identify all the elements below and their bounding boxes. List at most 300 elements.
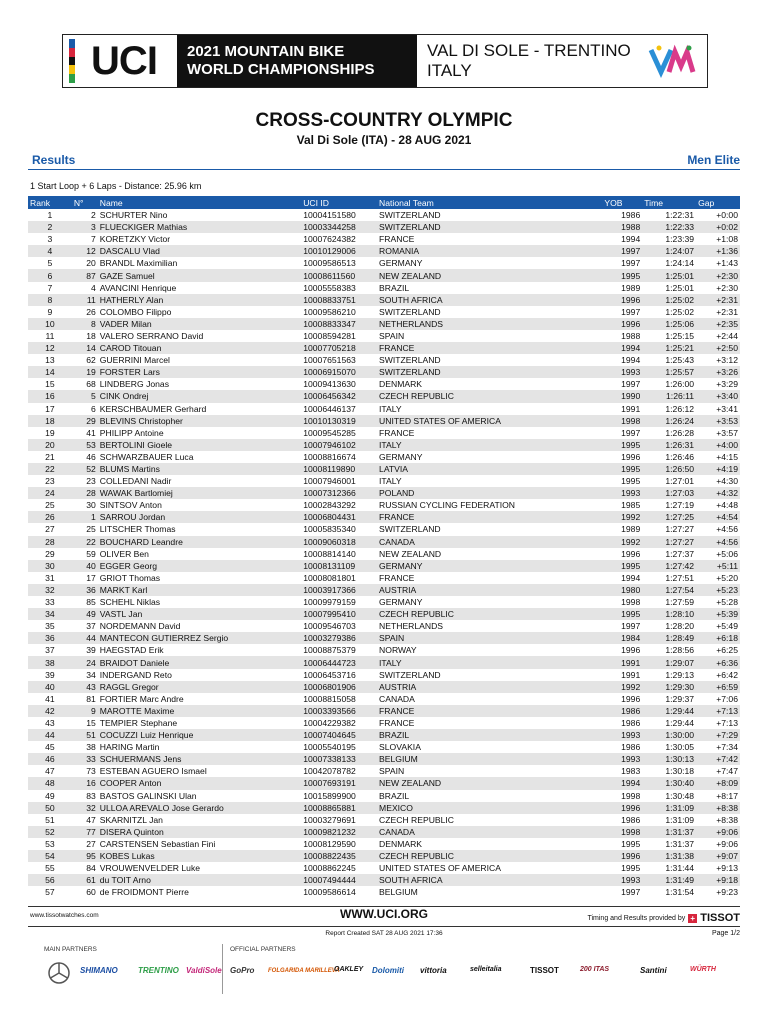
- number-cell: 3: [72, 221, 98, 233]
- national-team-cell: CZECH REPUBLIC: [379, 814, 455, 825]
- time-cell: 1:31:37: [642, 826, 696, 838]
- gap-cell: +0:00: [716, 210, 738, 221]
- national-team-cell: SWITZERLAND: [379, 355, 441, 366]
- yob-cell: 1997: [621, 427, 641, 438]
- table-row: [28, 596, 740, 608]
- gap-cell: +5:23: [696, 584, 740, 596]
- yob-cell: 1996: [602, 850, 642, 862]
- gap-cell: +2:44: [716, 330, 738, 341]
- rank-cell: 30: [28, 560, 72, 572]
- name-cell: de FROIDMONT Pierre: [99, 887, 189, 898]
- national-team-cell: BRAZIL: [379, 790, 410, 801]
- number-cell: 6: [90, 403, 96, 414]
- name-cell: OLIVER Ben: [99, 548, 149, 559]
- name-cell: LITSCHER Thomas: [99, 524, 176, 535]
- uci-id-cell: 10003279386: [301, 632, 377, 644]
- yob-cell: 1995: [621, 838, 641, 849]
- rank-cell: 22: [28, 463, 72, 475]
- table-row: [28, 850, 740, 862]
- name-cell: COOPER Anton: [98, 777, 301, 789]
- time-cell: 1:27:51: [665, 572, 695, 583]
- uci-id-cell: 10005540195: [303, 742, 356, 753]
- table-row: [28, 536, 740, 548]
- gap-cell: +4:32: [696, 487, 740, 499]
- national-team-cell: CANADA: [379, 693, 415, 704]
- uci-id-cell: 10005835340: [303, 524, 356, 535]
- national-team-cell: NORWAY: [379, 645, 417, 656]
- time-cell: 1:27:01: [665, 476, 695, 487]
- national-team-cell: BELGIUM: [379, 887, 418, 898]
- number-cell: 34: [86, 669, 96, 680]
- national-team-cell: GERMANY: [379, 597, 423, 608]
- national-team-cell: DENMARK: [379, 379, 423, 390]
- rank-cell: 49: [45, 790, 55, 801]
- yob-cell: 1996: [602, 802, 642, 814]
- time-cell: 1:29:44: [642, 705, 696, 717]
- yob-cell: 1997: [621, 887, 641, 898]
- table-row: [28, 729, 740, 741]
- national-team-cell: CZECH REPUBLIC: [377, 608, 602, 620]
- name-cell: DISERA Quinton: [98, 826, 301, 838]
- sponsor-folgarida: FOLGARIDA MARILLEVA: [268, 968, 340, 974]
- national-team-cell: SWITZERLAND: [379, 669, 441, 680]
- footer-divider-2: [28, 926, 740, 927]
- rank-cell: 47: [45, 766, 55, 777]
- gap-cell: +1:36: [696, 245, 740, 257]
- national-team-cell: AUSTRIA: [377, 681, 602, 693]
- gap-cell: +9:06: [696, 826, 740, 838]
- uci-id-cell: 10009979159: [303, 597, 356, 608]
- number-cell: 23: [86, 476, 96, 487]
- national-team-cell: BELGIUM: [377, 753, 602, 765]
- uci-id-cell: 10008131109: [301, 560, 377, 572]
- results-label: Results: [32, 153, 76, 167]
- name-cell: WAWAK Bartlomiej: [98, 487, 301, 499]
- uci-id-cell: 10003344258: [301, 221, 377, 233]
- gap-cell: +4:54: [696, 511, 740, 523]
- yob-cell: 1993: [602, 366, 642, 378]
- time-cell: 1:27:25: [642, 511, 696, 523]
- name-cell: BRAIDOT Daniele: [98, 656, 301, 668]
- uci-id-cell: 10008862245: [303, 863, 356, 874]
- name-cell: RAGGL Gregor: [98, 681, 301, 693]
- yob-cell: 1996: [621, 693, 641, 704]
- uci-id-cell: 10015899900: [303, 790, 356, 801]
- number-cell: 17: [86, 572, 96, 583]
- gap-cell: +0:02: [696, 221, 740, 233]
- national-team-cell: SWITZERLAND: [379, 524, 441, 535]
- rank-cell: 13: [45, 355, 55, 366]
- rank-cell: 31: [45, 572, 55, 583]
- yob-cell: 1998: [621, 790, 641, 801]
- name-cell: BLUMS Martins: [98, 463, 301, 475]
- rank-cell: 45: [45, 742, 55, 753]
- uci-id-cell: 10005558383: [303, 282, 356, 293]
- time-cell: 1:30:40: [642, 777, 696, 789]
- sponsor-tissot: TISSOT: [530, 966, 559, 975]
- rank-cell: 34: [28, 608, 72, 620]
- col-header-name: Name: [98, 196, 301, 209]
- rank-cell: 41: [45, 693, 55, 704]
- gap-cell: +4:30: [716, 476, 738, 487]
- yob-cell: 1989: [621, 282, 641, 293]
- uci-id-cell: 10006801906: [301, 681, 377, 693]
- name-cell: CARSTENSEN Sebastian Fini: [99, 838, 216, 849]
- gap-cell: +3:12: [716, 355, 738, 366]
- rank-cell: 53: [45, 838, 55, 849]
- rank-cell: 55: [45, 863, 55, 874]
- name-cell: SCHURTER Nino: [99, 210, 168, 221]
- table-row: [28, 717, 740, 729]
- table-row: [28, 802, 740, 814]
- uci-id-cell: 10007946102: [301, 439, 377, 451]
- gap-cell: +2:30: [716, 282, 738, 293]
- rank-cell: 40: [28, 681, 72, 693]
- national-team-cell: ITALY: [379, 403, 402, 414]
- uci-id-cell: 10004229382: [303, 717, 356, 728]
- uci-id-cell: 10006456342: [301, 390, 377, 402]
- gap-cell: +7:42: [696, 753, 740, 765]
- time-cell: 1:31:37: [665, 838, 695, 849]
- yob-cell: 1991: [621, 669, 641, 680]
- number-cell: 15: [86, 717, 96, 728]
- time-cell: 1:30:13: [642, 753, 696, 765]
- table-row: [28, 862, 740, 874]
- table-row: [28, 814, 740, 826]
- uci-logo: [63, 35, 177, 87]
- name-cell: SCHEHL Niklas: [99, 597, 161, 608]
- sponsor-itas: 200 ITAS: [580, 966, 610, 973]
- footer-uci-link[interactable]: WWW.UCI.ORG: [340, 907, 428, 921]
- sponsor-gopro: GoPro: [230, 966, 255, 975]
- rank-cell: 56: [28, 874, 72, 886]
- col-header-rank: Rank: [28, 196, 72, 209]
- table-row: [28, 886, 740, 898]
- uci-id-cell: 10008594281: [303, 330, 356, 341]
- sponsor-vittoria: vittoria: [420, 966, 447, 975]
- uci-id-cell: 10008081801: [303, 572, 356, 583]
- race-info: 1 Start Loop + 6 Laps - Distance: 25.96 km: [30, 181, 202, 191]
- uci-id-cell: 10003393566: [301, 705, 377, 717]
- table-row: [28, 584, 740, 596]
- time-cell: 1:29:37: [665, 693, 695, 704]
- number-cell: 9: [72, 705, 98, 717]
- number-cell: 47: [86, 814, 96, 825]
- sponsor-santini: Santini: [640, 966, 667, 975]
- rank-cell: 7: [47, 282, 53, 293]
- yob-cell: 1994: [621, 234, 641, 245]
- name-cell: ESTEBAN AGUERO Ismael: [99, 766, 207, 777]
- table-row: [28, 451, 740, 463]
- rank-cell: 20: [28, 439, 72, 451]
- name-cell: BRANDL Maximilian: [99, 258, 178, 269]
- name-cell: HATHERLY Alan: [98, 294, 301, 306]
- rank-cell: 6: [28, 269, 72, 281]
- name-cell: SINTSOV Anton: [99, 500, 162, 511]
- gap-cell: +3:53: [696, 415, 740, 427]
- yob-cell: 1996: [621, 548, 641, 559]
- number-cell: 20: [86, 258, 96, 269]
- name-cell: GUERRINI Marcel: [99, 355, 170, 366]
- page-title: CROSS-COUNTRY OLYMPIC: [255, 110, 513, 131]
- rank-cell: 42: [28, 705, 72, 717]
- uci-id-cell: 10009586210: [303, 306, 356, 317]
- rank-cell: 23: [45, 476, 55, 487]
- table-row: [28, 390, 740, 402]
- rank-cell: 9: [47, 306, 53, 317]
- footer-timing: [587, 912, 740, 924]
- rank-cell: 1: [47, 210, 53, 221]
- name-cell: DASCALU Vlad: [98, 245, 301, 257]
- yob-cell: 1994: [621, 572, 641, 583]
- yob-cell: 1998: [621, 597, 641, 608]
- number-cell: 27: [86, 838, 96, 849]
- time-cell: 1:28:20: [665, 621, 695, 632]
- name-cell: LINDBERG Jonas: [99, 379, 170, 390]
- table-row: [28, 511, 740, 523]
- yob-cell: 1991: [621, 403, 641, 414]
- number-cell: 95: [72, 850, 98, 862]
- rank-cell: 19: [45, 427, 55, 438]
- yob-cell: 1995: [602, 463, 642, 475]
- time-cell: 1:27:19: [665, 500, 695, 511]
- national-team-cell: BRAZIL: [377, 729, 602, 741]
- table-row: [28, 366, 740, 378]
- gap-cell: +3:40: [696, 390, 740, 402]
- table-row: [28, 572, 740, 584]
- gap-cell: +2:30: [696, 269, 740, 281]
- number-cell: 38: [86, 742, 96, 753]
- uci-id-cell: 10007312366: [301, 487, 377, 499]
- yob-cell: 1988: [621, 330, 641, 341]
- national-team-cell: ROMANIA: [377, 245, 602, 257]
- name-cell: GAZE Samuel: [98, 269, 301, 281]
- number-cell: 41: [86, 427, 96, 438]
- name-cell: du TOIT Arno: [98, 874, 301, 886]
- name-cell: BERTOLINI Gioele: [98, 439, 301, 451]
- national-team-cell: GERMANY: [377, 560, 602, 572]
- yob-cell: 1995: [602, 439, 642, 451]
- uci-id-cell: 10008815058: [303, 693, 356, 704]
- time-cell: 1:25:01: [642, 269, 696, 281]
- gap-cell: +4:56: [696, 536, 740, 548]
- table-row: [28, 439, 740, 451]
- number-cell: 18: [86, 330, 96, 341]
- table-row: [28, 269, 740, 281]
- time-cell: 1:24:14: [665, 258, 695, 269]
- time-cell: 1:27:27: [642, 536, 696, 548]
- yob-cell: 1996: [621, 451, 641, 462]
- venue-line-2: ITALY: [427, 61, 472, 80]
- number-cell: 19: [72, 366, 98, 378]
- number-cell: 37: [86, 621, 96, 632]
- national-team-cell: ITALY: [377, 656, 602, 668]
- yob-cell: 1993: [602, 753, 642, 765]
- gap-cell: +6:36: [696, 656, 740, 668]
- table-row: [28, 354, 740, 366]
- table-row: [28, 608, 740, 620]
- gap-cell: +2:35: [696, 318, 740, 330]
- gap-cell: +9:13: [716, 863, 738, 874]
- national-team-cell: CANADA: [377, 536, 602, 548]
- number-cell: 68: [86, 379, 96, 390]
- name-cell: KORETZKY Victor: [99, 234, 171, 245]
- number-cell: 11: [72, 294, 98, 306]
- gap-cell: +6:42: [716, 669, 738, 680]
- time-cell: 1:30:18: [665, 766, 695, 777]
- gap-cell: +1:43: [716, 258, 738, 269]
- gap-cell: +3:29: [716, 379, 738, 390]
- name-cell: FORTIER Marc Andre: [99, 693, 184, 704]
- national-team-cell: ITALY: [377, 439, 602, 451]
- table-row: [28, 644, 740, 656]
- yob-cell: 1998: [602, 826, 642, 838]
- uci-id-cell: 10006804431: [301, 511, 377, 523]
- col-header-uci-id: UCI ID: [301, 196, 377, 209]
- table-row: [28, 874, 740, 886]
- gap-cell: +7:47: [716, 766, 738, 777]
- number-cell: 22: [72, 536, 98, 548]
- gap-cell: +4:56: [716, 524, 738, 535]
- footer-website[interactable]: www.tissotwatches.com: [30, 912, 99, 919]
- timing-credit: Timing and Results provided by: [587, 914, 686, 922]
- time-cell: 1:27:03: [642, 487, 696, 499]
- uci-id-cell: 10008816674: [303, 451, 356, 462]
- national-team-cell: FRANCE: [379, 427, 415, 438]
- national-team-cell: NETHERLANDS: [379, 621, 444, 632]
- name-cell: PHILIPP Antoine: [99, 427, 164, 438]
- yob-cell: 1993: [602, 487, 642, 499]
- yob-cell: 1995: [602, 269, 642, 281]
- gap-cell: +5:20: [716, 572, 738, 583]
- rank-cell: 57: [45, 887, 55, 898]
- yob-cell: 1995: [602, 608, 642, 620]
- time-cell: 1:25:21: [642, 342, 696, 354]
- gap-cell: +1:08: [716, 234, 738, 245]
- table-row: [28, 282, 740, 294]
- uci-id-cell: 10006453716: [303, 669, 356, 680]
- yob-cell: 1988: [602, 221, 642, 233]
- national-team-cell: SWITZERLAND: [379, 210, 441, 221]
- time-cell: 1:25:02: [642, 294, 696, 306]
- national-team-cell: SLOVAKIA: [379, 742, 421, 753]
- rank-cell: 3: [47, 234, 53, 245]
- rank-cell: 52: [28, 826, 72, 838]
- rank-cell: 50: [28, 802, 72, 814]
- number-cell: 1: [72, 511, 98, 523]
- championship-banner: [62, 34, 708, 88]
- yob-cell: 1994: [602, 342, 642, 354]
- rank-cell: 36: [28, 632, 72, 644]
- rank-cell: 32: [28, 584, 72, 596]
- gap-cell: +2:31: [696, 294, 740, 306]
- uci-id-cell: 10009586513: [303, 258, 356, 269]
- gap-cell: +3:57: [716, 427, 738, 438]
- table-row: [28, 656, 740, 668]
- header-divider: [28, 169, 740, 170]
- table-row: [28, 548, 740, 560]
- gap-cell: +5:06: [716, 548, 738, 559]
- rank-cell: 15: [45, 379, 55, 390]
- col-header-gap: Gap: [696, 196, 740, 209]
- number-cell: 73: [86, 766, 96, 777]
- gap-cell: +7:13: [696, 705, 740, 717]
- rank-cell: 43: [45, 717, 55, 728]
- gap-cell: +8:38: [716, 814, 738, 825]
- national-team-cell: SOUTH AFRICA: [377, 874, 602, 886]
- yob-cell: 1997: [621, 379, 641, 390]
- number-cell: 59: [86, 548, 96, 559]
- number-cell: 85: [86, 597, 96, 608]
- gap-cell: +3:26: [696, 366, 740, 378]
- national-team-cell: FRANCE: [377, 705, 602, 717]
- name-cell: MARKT Karl: [98, 584, 301, 596]
- uci-id-cell: 10004151580: [303, 210, 356, 221]
- number-cell: 28: [72, 487, 98, 499]
- rank-cell: 2: [28, 221, 72, 233]
- sponsor-selleitalia: selleitalia: [470, 966, 502, 973]
- table-row: [28, 221, 740, 233]
- number-cell: 61: [72, 874, 98, 886]
- name-cell: HAEGSTAD Erik: [99, 645, 164, 656]
- number-cell: 77: [72, 826, 98, 838]
- rank-cell: 16: [28, 390, 72, 402]
- name-cell: SCHUERMANS Jens: [98, 753, 301, 765]
- table-row: [28, 257, 740, 269]
- table-row: [28, 560, 740, 572]
- uci-id-cell: 10009546703: [303, 621, 356, 632]
- val-di-sole-logo-icon: [637, 35, 707, 87]
- col-header-time: Time: [642, 196, 696, 209]
- gap-cell: +6:25: [716, 645, 738, 656]
- yob-cell: 1992: [602, 536, 642, 548]
- name-cell: FLUECKIGER Mathias: [98, 221, 301, 233]
- gap-cell: +9:07: [696, 850, 740, 862]
- uci-id-cell: 10009821232: [301, 826, 377, 838]
- rainbow-stripes: [69, 39, 75, 83]
- national-team-cell: CANADA: [377, 826, 602, 838]
- mercedes-logo-icon: [48, 962, 70, 989]
- rank-cell: 10: [28, 318, 72, 330]
- uci-id-cell: 10006444723: [301, 656, 377, 668]
- table-row: [28, 620, 740, 632]
- uci-id-cell: 10008875379: [303, 645, 356, 656]
- yob-cell: 1995: [602, 560, 642, 572]
- time-cell: 1:27:42: [642, 560, 696, 572]
- table-row: [28, 523, 740, 535]
- uci-id-cell: 10008611560: [301, 269, 377, 281]
- time-cell: 1:28:10: [642, 608, 696, 620]
- number-cell: 12: [72, 245, 98, 257]
- number-cell: 4: [90, 282, 96, 293]
- yob-cell: 1989: [621, 524, 641, 535]
- number-cell: 44: [72, 632, 98, 644]
- yob-cell: 1985: [621, 500, 641, 511]
- uci-id-cell: 10008833751: [301, 294, 377, 306]
- number-cell: 8: [72, 318, 98, 330]
- tissot-cross-icon: +: [688, 914, 697, 923]
- number-cell: 39: [86, 645, 96, 656]
- yob-cell: 1992: [602, 511, 642, 523]
- gap-cell: +7:06: [716, 693, 738, 704]
- uci-id-cell: 10007946001: [303, 476, 356, 487]
- time-cell: 1:31:09: [642, 802, 696, 814]
- national-team-cell: UNITED STATES OF AMERICA: [379, 863, 501, 874]
- yob-cell: 1980: [602, 584, 642, 596]
- uci-id-cell: 10009545285: [303, 427, 356, 438]
- name-cell: CAROD Titouan: [98, 342, 301, 354]
- number-cell: 33: [72, 753, 98, 765]
